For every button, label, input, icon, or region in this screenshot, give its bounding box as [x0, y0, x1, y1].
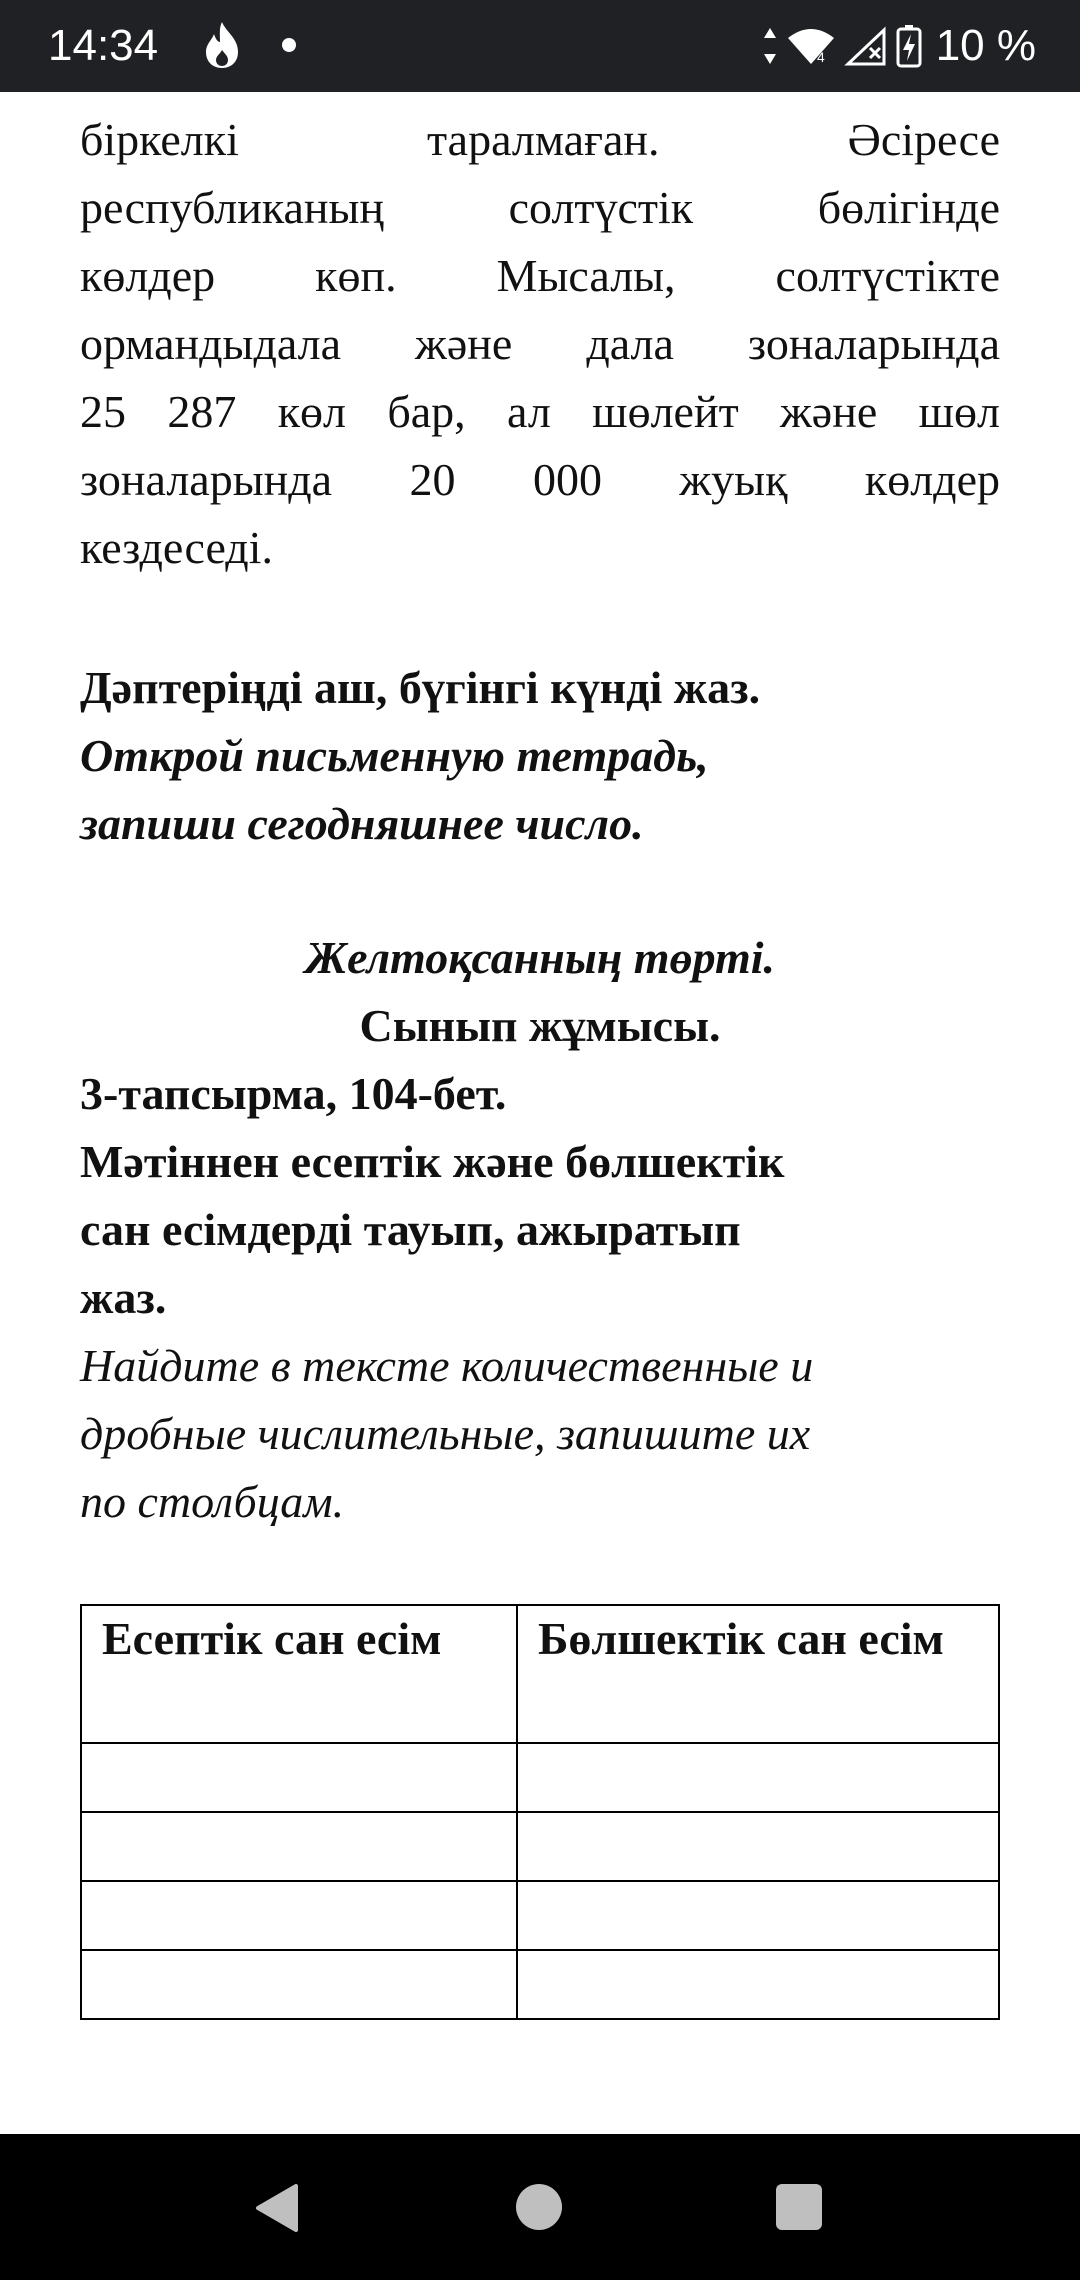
- paragraph-line: біркелкі таралмаған. Әсіресе: [80, 114, 1000, 165]
- battery-charging-icon: [896, 24, 922, 68]
- status-time: 14:34: [48, 21, 159, 70]
- instruction-ru-1: Открой письменную тетрадь,: [80, 730, 709, 781]
- table-row: [81, 1812, 999, 1881]
- paragraph-line: зоналарында 20 000 жуық көлдер: [80, 454, 1000, 505]
- paragraph-line-last: кездеседі.: [80, 522, 273, 573]
- paragraph-line: ормандыдала және дала зоналарында: [80, 318, 1000, 369]
- paragraph-line: көлдер көп. Мысалы, солтүстікте: [80, 250, 1000, 301]
- table-cell: [517, 1743, 999, 1812]
- task-kz-line: Мәтіннен есептік және бөлшектік: [80, 1136, 785, 1187]
- header-fractional: Бөлшектік сан есім: [517, 1605, 999, 1743]
- table-cell: [517, 1881, 999, 1950]
- back-icon[interactable]: [252, 2182, 300, 2234]
- status-icons: [762, 18, 1036, 74]
- numerals-table: [80, 1604, 1000, 2020]
- task-ru-line: Найдите в тексте количественные и: [80, 1340, 814, 1391]
- classwork-heading: Сынып жұмысы.: [359, 1000, 721, 1051]
- notification-dot-icon: [282, 38, 296, 52]
- header-cardinal: Есептік сан есім: [81, 1605, 517, 1743]
- table-cell: [81, 1812, 517, 1881]
- paragraph-lakes: [80, 106, 1000, 582]
- table-cell: [81, 1743, 517, 1812]
- navigation-bar: [0, 2134, 1080, 2280]
- table-row: [81, 1881, 999, 1950]
- recents-icon[interactable]: [776, 2184, 822, 2230]
- table-cell: [81, 1950, 517, 2019]
- task-kz-line: сан есімдерді тауып, ажыратып: [80, 1204, 741, 1255]
- data-arrows-icon: [762, 26, 778, 66]
- table-cell: [81, 1881, 517, 1950]
- task-ru-line: по столбцам.: [80, 1476, 345, 1527]
- table-cell: [517, 1950, 999, 2019]
- table-cell: [517, 1812, 999, 1881]
- paragraph-line: 25 287 көл бар, ал шөлейт және шөл: [80, 386, 1000, 437]
- table-row: [81, 1950, 999, 2019]
- notebook-instruction: [80, 654, 1000, 858]
- task-ru-line: дробные числительные, запишите их: [80, 1408, 811, 1459]
- paragraph-line: республиканың солтүстік бөлігінде: [80, 182, 1000, 233]
- task-reference: 3-тапсырма, 104-бет.: [80, 1068, 507, 1119]
- battery-percent: 10 %: [935, 21, 1036, 70]
- table-row: [81, 1743, 999, 1812]
- flame-icon: [200, 20, 244, 70]
- wifi-icon: [786, 26, 836, 66]
- status-bar: [0, 0, 1080, 92]
- cell-signal-icon: [844, 26, 888, 66]
- network-badge: 4: [816, 49, 825, 65]
- task-kz-line: жаз.: [80, 1272, 167, 1323]
- instruction-kz: Дәптеріңді аш, бүгінгі күнді жаз.: [80, 662, 761, 713]
- date-heading: Желтоқсанның төрті.: [304, 932, 776, 983]
- instruction-ru-2: запиши сегодняшнее число.: [80, 798, 644, 849]
- table-header-row: [81, 1605, 999, 1743]
- home-icon[interactable]: [516, 2184, 562, 2230]
- task-block: [80, 924, 1000, 1536]
